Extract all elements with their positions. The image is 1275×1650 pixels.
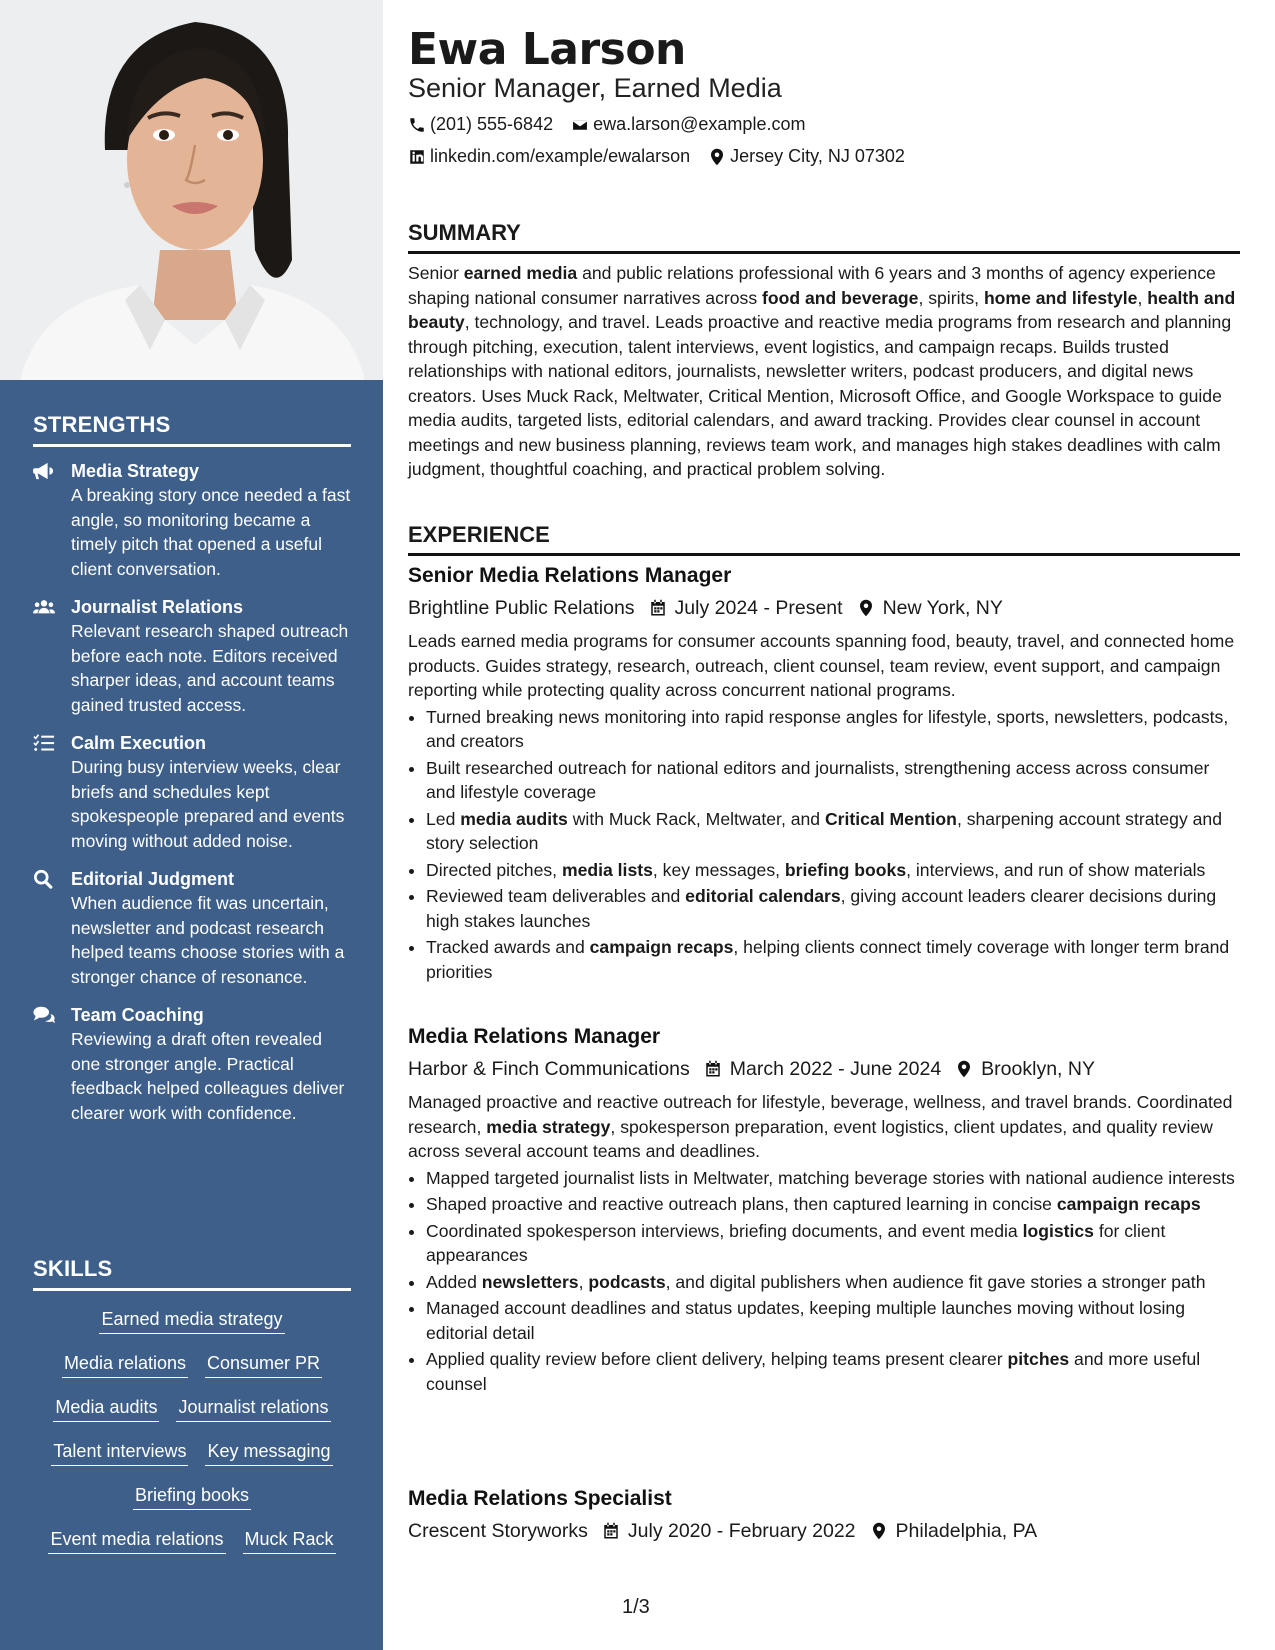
bold-text: food and beverage (762, 287, 919, 308)
bold-text: media lists (561, 859, 653, 880)
job-company: Harbor & Finch Communications (408, 1058, 690, 1080)
bullet-item (426, 1192, 1240, 1217)
job-meta (408, 1518, 1240, 1544)
bold-text: earned media (463, 263, 578, 283)
text-run: Directed pitches, (426, 859, 562, 880)
strength-desc: Relevant research shaped outreach before each note. Editors received sharper ideas, and account teams gained trusted access. (71, 621, 349, 715)
bold-text: podcasts (588, 1271, 666, 1292)
checklist-icon (33, 733, 55, 753)
text-run: Led (426, 808, 461, 829)
job-meta (408, 595, 1240, 621)
contact-row-2 (408, 146, 905, 167)
job-description (408, 1090, 1240, 1164)
text-run: with Muck Rack, Meltwater, and (567, 808, 825, 829)
bold-text: logistics (1022, 1220, 1094, 1241)
bold-text: health and beauty (408, 287, 1236, 332)
page-number: 1/3 (622, 1596, 650, 1618)
text-run: Managed account deadlines and status updates, keeping multiple launches moving without losing editorial detail (426, 1298, 1185, 1343)
text-run: , key messages, (652, 859, 785, 880)
text-run: , spirits, (918, 287, 984, 308)
bold-text: editorial calendars (685, 886, 841, 906)
text-run: , (1137, 287, 1148, 308)
bold-text: newsletters (481, 1271, 579, 1292)
strength-title: Editorial Judgment (71, 869, 235, 889)
email-item[interactable] (571, 114, 805, 135)
people-icon (33, 597, 55, 617)
map-pin-icon (708, 148, 726, 166)
job-entry (408, 1024, 1240, 1398)
job-dates: March 2022 - June 2024 (729, 1058, 942, 1080)
text-run: and more useful counsel (426, 1349, 1201, 1394)
job-bullets (408, 1166, 1240, 1397)
strength-title: Team Coaching (71, 1005, 204, 1025)
text-run: Reviewed team deliverables and (426, 886, 686, 906)
strength-item (33, 867, 351, 989)
experience-heading: EXPERIENCE (408, 522, 1240, 556)
skill-tag: Media relations (62, 1351, 188, 1378)
location-item (708, 146, 905, 167)
strength-desc: Reviewing a draft often revealed one stronger angle. Practical feedback helped colleagues deliver clearer work with confidence. (71, 1029, 345, 1123)
skill-tag: Consumer PR (205, 1351, 322, 1378)
text-run: Applied quality review before client delivery, helping teams present clearer (426, 1349, 1008, 1369)
candidate-role: Senior Manager, Earned Media (408, 73, 782, 103)
strengths-heading: STRENGTHS (33, 412, 351, 447)
job-company: Brightline Public Relations (408, 597, 635, 619)
text-run: and public relations professional with 6 years and 3 months of agency experience shaping national consumer narratives across (408, 263, 1216, 308)
phone-icon (408, 116, 426, 134)
skills-heading: SKILLS (33, 1256, 351, 1291)
bold-text: pitches (1007, 1349, 1070, 1369)
bullet-item (426, 935, 1240, 984)
text-run: Senior (408, 263, 464, 283)
phone-text: (201) 555-6842 (430, 114, 554, 134)
skill-tag: Event media relations (48, 1527, 225, 1554)
bold-text: briefing books (784, 859, 907, 880)
bullet-item (426, 884, 1240, 933)
skills-section (33, 1256, 351, 1571)
text-run: , giving account leaders clearer decisions during high stakes launches (426, 886, 1217, 931)
job-title: Senior Media Relations Manager (408, 564, 732, 587)
job-title: Media Relations Specialist (408, 1487, 672, 1510)
bullet-item (426, 705, 1240, 754)
linkedin-text[interactable]: linkedin.com/example/ewalarson (430, 146, 691, 166)
strength-item (33, 459, 351, 581)
chat-icon (33, 1005, 55, 1025)
bold-text: home and lifestyle (983, 287, 1138, 308)
strength-desc: During busy interview weeks, clear briefs and schedules kept spokespeople prepared and events moving without added noise. (71, 757, 345, 851)
envelope-icon (571, 116, 589, 134)
calendar-icon (649, 599, 667, 617)
bold-text: campaign recaps (589, 937, 734, 957)
bold-text: campaign recaps (1056, 1194, 1201, 1214)
strength-item (33, 731, 351, 853)
text-run: Managed proactive and reactive outreach for lifestyle, beverage, wellness, and travel brands. Coordinated research, (408, 1092, 1233, 1137)
job-location: New York, NY (882, 597, 1003, 619)
bullet-item (426, 1296, 1240, 1345)
calendar-icon (704, 1060, 722, 1078)
text-run: , spokesperson preparation, event logistics, client updates, and quality review across several account teams and deadlines. (408, 1116, 1213, 1161)
bullet-item (426, 1347, 1240, 1396)
job-entry (408, 563, 1240, 986)
job-meta (408, 1056, 1240, 1082)
megaphone-icon (33, 461, 55, 481)
text-run: , (578, 1271, 589, 1292)
job-description: Leads earned media programs for consumer accounts spanning food, beauty, travel, and connected home products. Guides strategy, research, outreach, client counsel, team review, event support, and campaign reporting while protecting quality across concurrent national programs. (408, 631, 1235, 700)
candidate-name: Ewa Larson (408, 24, 686, 75)
summary-heading: SUMMARY (408, 220, 1240, 254)
sidebar (0, 0, 383, 1650)
text-run: Shaped proactive and reactive outreach plans, then captured learning in concise (426, 1194, 1057, 1214)
linkedin-icon (408, 148, 426, 166)
skill-tag: Key messaging (205, 1439, 332, 1466)
text-run: , helping clients connect timely coverage with longer term brand priorities (426, 937, 1230, 982)
bullet-item (426, 1270, 1240, 1295)
text-run: , interviews, and run of show materials (906, 859, 1206, 880)
job-dates: July 2020 - February 2022 (627, 1520, 856, 1542)
text-run: , technology, and travel. Leads proactive and reactive media programs from research and planning through pitching, execution, talent interviews, event logistics, and campaign recaps. Builds trusted relationships with national editors, journalists, newsletter writers, podcast producers, and digital news creators. Uses Muck Rack, Meltwater, Critical Mention, Microsoft Office, and Google Workspace to guide media audits, targeted lists, editorial calendars, and award tracking. Provides clear counsel in account meetings and new business planning, reviews team work, and manages high stakes deadlines with calm judgment, thoughtful coaching, and practical problem solving. (408, 312, 1232, 479)
map-pin-icon (870, 1522, 888, 1540)
strength-title: Calm Execution (71, 733, 207, 753)
text-run: Added (426, 1271, 482, 1292)
location-text: Jersey City, NJ 07302 (730, 146, 905, 166)
job-location: Philadelphia, PA (895, 1520, 1038, 1542)
text-run: for client appearances (426, 1220, 1166, 1265)
skill-tag: Talent interviews (51, 1439, 188, 1466)
contact-row-1 (408, 114, 805, 135)
skill-tag: Media audits (53, 1395, 159, 1422)
bold-text: media strategy (486, 1116, 611, 1137)
text-run: Mapped targeted journalist lists in Meltwater, matching beverage stories with national audience interests (426, 1167, 1235, 1188)
strength-item (33, 595, 351, 717)
job-entry (408, 1486, 1240, 1544)
job-bullets (408, 705, 1240, 985)
map-pin-icon (955, 1060, 973, 1078)
summary-section (408, 261, 1240, 482)
bullet-item (426, 756, 1240, 805)
bullet-item (426, 807, 1240, 856)
text-run: Tracked awards and (426, 937, 590, 957)
strength-item (33, 1003, 351, 1125)
strength-title: Journalist Relations (71, 597, 244, 617)
skill-tag: Muck Rack (243, 1527, 336, 1554)
strength-desc: A breaking story once needed a fast angle, so monitoring became a timely pitch that opened a useful client conversation. (71, 485, 351, 579)
strength-title: Media Strategy (71, 461, 200, 481)
skill-tag: Journalist relations (176, 1395, 330, 1422)
text-run: Coordinated spokesperson interviews, briefing documents, and event media (426, 1220, 1023, 1241)
profile-photo (0, 0, 383, 380)
phone-item (408, 114, 553, 135)
bold-text: media audits (460, 808, 568, 829)
text-run: , and digital publishers when audience fit gave stories a stronger path (665, 1271, 1206, 1292)
text-run: Built researched outreach for national editors and journalists, strengthening access across consumer and lifestyle coverage (426, 757, 1210, 802)
job-title: Media Relations Manager (408, 1025, 661, 1048)
job-company: Crescent Storyworks (408, 1520, 588, 1542)
bold-text: Critical Mention (824, 808, 957, 829)
bullet-item (426, 858, 1240, 883)
bullet-item (426, 1166, 1240, 1191)
email-text[interactable]: ewa.larson@example.com (593, 114, 806, 134)
text-run: Turned breaking news monitoring into rapid response angles for lifestyle, sports, newsletters, podcasts, and creators (426, 706, 1229, 751)
map-pin-icon (857, 599, 875, 617)
job-location: Brooklyn, NY (981, 1058, 1095, 1080)
calendar-icon (602, 1522, 620, 1540)
linkedin-item[interactable] (408, 146, 690, 167)
skill-tag: Briefing books (133, 1483, 251, 1510)
text-run: , sharpening account strategy and story selection (426, 808, 1222, 853)
strength-desc: When audience fit was uncertain, newsletter and podcast research helped teams choose stories with a stronger chance of resonance. (71, 893, 345, 987)
job-dates: July 2024 - Present (674, 597, 843, 619)
summary-text (408, 261, 1240, 482)
search-icon (33, 869, 55, 889)
skill-tag: Earned media strategy (99, 1307, 284, 1334)
strengths-section (33, 412, 351, 1139)
bullet-item (426, 1219, 1240, 1268)
